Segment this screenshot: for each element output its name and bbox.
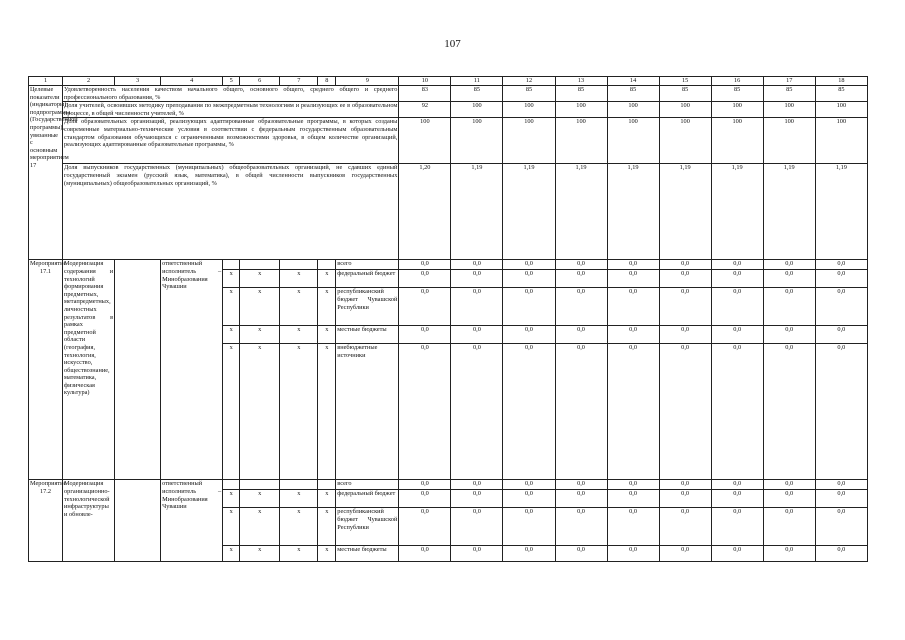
header-col: 18 xyxy=(815,77,867,86)
indicator-value: 100 xyxy=(815,118,867,164)
indicator-value: 100 xyxy=(711,118,763,164)
indicator-value: 100 xyxy=(399,118,451,164)
budget-code: x xyxy=(240,270,280,288)
budget-code xyxy=(280,260,318,270)
indicator-value: 85 xyxy=(555,86,607,102)
budget-code: x xyxy=(223,508,240,546)
indicator-value: 100 xyxy=(503,118,555,164)
funding-value: 0,0 xyxy=(451,326,503,344)
funding-value: 0,0 xyxy=(451,480,503,490)
indicator-value: 1,19 xyxy=(607,164,659,260)
funding-value: 0,0 xyxy=(451,270,503,288)
header-col: 10 xyxy=(399,77,451,86)
budget-code: x xyxy=(318,288,336,326)
budget-code: x xyxy=(223,344,240,480)
budget-code xyxy=(280,480,318,490)
funding-value: 0,0 xyxy=(659,344,711,480)
budget-code xyxy=(318,260,336,270)
funding-value: 0,0 xyxy=(711,260,763,270)
indicator-value: 100 xyxy=(607,102,659,118)
budget-code: x xyxy=(318,546,336,562)
funding-value: 0,0 xyxy=(763,260,815,270)
indicator-text: Удовлетворенность населения качеством начального общего, основного общего, среднего общего и среднего профессионального образования, % xyxy=(64,86,398,101)
indicator-value: 92 xyxy=(399,102,451,118)
funding-value: 0,0 xyxy=(503,508,555,546)
budget-code: x xyxy=(223,546,240,562)
activity-blank xyxy=(115,480,161,562)
indicator-value: 100 xyxy=(659,102,711,118)
budget-code: x xyxy=(280,326,318,344)
activity-blank xyxy=(115,260,161,480)
funding-value: 0,0 xyxy=(607,508,659,546)
funding-value: 0,0 xyxy=(659,270,711,288)
funding-value: 0,0 xyxy=(607,546,659,562)
funding-value: 0,0 xyxy=(399,326,451,344)
budget-code: x xyxy=(318,326,336,344)
indicator-value: 1,19 xyxy=(451,164,503,260)
funding-value: 0,0 xyxy=(399,288,451,326)
funding-value: 0,0 xyxy=(711,270,763,288)
header-col: 12 xyxy=(503,77,555,86)
funding-value: 0,0 xyxy=(815,288,867,326)
indicator-value: 100 xyxy=(607,118,659,164)
budget-code: x xyxy=(223,288,240,326)
funding-value: 0,0 xyxy=(763,508,815,546)
funding-value: 0,0 xyxy=(399,260,451,270)
funding-value: 0,0 xyxy=(555,490,607,508)
budget-code xyxy=(223,260,240,270)
indicator-value: 83 xyxy=(399,86,451,102)
funding-value: 0,0 xyxy=(503,344,555,480)
funding-value: 0,0 xyxy=(503,288,555,326)
indicator-value: 1,19 xyxy=(763,164,815,260)
funding-source: федеральный бюджет xyxy=(336,490,399,508)
budget-code: x xyxy=(280,270,318,288)
header-col: 5 xyxy=(223,77,240,86)
activity-label: Мероприятие 17.1 xyxy=(29,260,63,480)
indicator-value: 1,19 xyxy=(659,164,711,260)
funding-source: всего xyxy=(336,480,399,490)
indicator-value: 1,19 xyxy=(555,164,607,260)
header-col: 9 xyxy=(336,77,399,86)
funding-source: местные бюджеты xyxy=(336,326,399,344)
indicator-value: 100 xyxy=(451,118,503,164)
header-col: 14 xyxy=(607,77,659,86)
indicator-value: 1,19 xyxy=(815,164,867,260)
funding-value: 0,0 xyxy=(451,260,503,270)
activity-name: Модернизация организационно-технологической инфраструктуры и обновле- xyxy=(63,480,115,562)
indicator-text: Доля образовательных организаций, реализующих адаптированные образовательные программы, в которых созданы современные материально-технические условия в соответствии с федеральным государственным образовательным стандартом образования обучающихся с ограниченными возможностями здоровья, в общем количестве организаций, реализующих адаптированные образовательные программы, % xyxy=(63,118,399,164)
funding-value: 0,0 xyxy=(763,490,815,508)
funding-value: 0,0 xyxy=(711,326,763,344)
funding-value: 0,0 xyxy=(763,270,815,288)
budget-code: x xyxy=(223,490,240,508)
funding-value: 0,0 xyxy=(451,546,503,562)
funding-value: 0,0 xyxy=(711,546,763,562)
budget-code: x xyxy=(240,326,280,344)
budget-code: x xyxy=(240,288,280,326)
funding-value: 0,0 xyxy=(503,260,555,270)
indicator-value: 85 xyxy=(815,86,867,102)
indicator-value: 100 xyxy=(763,118,815,164)
header-col: 13 xyxy=(555,77,607,86)
funding-value: 0,0 xyxy=(711,344,763,480)
indicator-value: 85 xyxy=(659,86,711,102)
budget-code: x xyxy=(318,508,336,546)
indicator-value: 100 xyxy=(763,102,815,118)
budget-code: x xyxy=(280,508,318,546)
funding-value: 0,0 xyxy=(763,344,815,480)
funding-value: 0,0 xyxy=(815,270,867,288)
header-col: 8 xyxy=(318,77,336,86)
indicator-value: 1,19 xyxy=(711,164,763,260)
header-col: 6 xyxy=(240,77,280,86)
activity-row xyxy=(29,260,868,270)
funding-value: 0,0 xyxy=(555,344,607,480)
funding-value: 0,0 xyxy=(503,490,555,508)
funding-value: 0,0 xyxy=(763,546,815,562)
indicator-row xyxy=(29,118,868,164)
funding-value: 0,0 xyxy=(659,546,711,562)
funding-value: 0,0 xyxy=(815,508,867,546)
header-col: 11 xyxy=(451,77,503,86)
funding-value: 0,0 xyxy=(763,326,815,344)
header-row xyxy=(29,77,868,86)
indicator-value: 100 xyxy=(503,102,555,118)
funding-value: 0,0 xyxy=(399,270,451,288)
funding-value: 0,0 xyxy=(815,326,867,344)
budget-code xyxy=(240,260,280,270)
budget-code: x xyxy=(240,490,280,508)
funding-source: республиканский бюджет Чувашской Республики xyxy=(336,288,399,326)
funding-value: 0,0 xyxy=(607,326,659,344)
budget-code xyxy=(223,480,240,490)
funding-value: 0,0 xyxy=(607,288,659,326)
header-col: 17 xyxy=(763,77,815,86)
funding-source: всего xyxy=(336,260,399,270)
activity-responsible: ответственный исполнитель – Минобразования Чувашии xyxy=(161,260,223,480)
funding-value: 0,0 xyxy=(763,288,815,326)
funding-value: 0,0 xyxy=(659,480,711,490)
indicator-value: 100 xyxy=(815,102,867,118)
header-col: 3 xyxy=(115,77,161,86)
budget-code: x xyxy=(280,288,318,326)
funding-value: 0,0 xyxy=(659,490,711,508)
indicator-text: Доля учителей, освоивших методику преподавания по межпредметным технологиям и реализующих ее в образовательном процессе, в общей численности учителей, % xyxy=(64,102,398,117)
funding-value: 0,0 xyxy=(399,508,451,546)
funding-value: 0,0 xyxy=(503,546,555,562)
activity-responsible: ответственный исполнитель – Минобразования Чувашии xyxy=(161,480,223,562)
funding-value: 0,0 xyxy=(555,270,607,288)
activity-name: Модернизация содержания и технологий формирования предметных, метапредметных, личностных результатов в рамках предметной области (география, технология, искусство, обществознание, математика, физическая культура) xyxy=(63,260,115,480)
funding-value: 0,0 xyxy=(399,344,451,480)
activity-row xyxy=(29,480,868,490)
funding-value: 0,0 xyxy=(503,480,555,490)
budget-code: x xyxy=(240,508,280,546)
funding-value: 0,0 xyxy=(711,480,763,490)
budget-code xyxy=(240,480,280,490)
funding-value: 0,0 xyxy=(451,490,503,508)
header-col: 16 xyxy=(711,77,763,86)
funding-value: 0,0 xyxy=(555,326,607,344)
budget-code: x xyxy=(240,344,280,480)
funding-value: 0,0 xyxy=(607,490,659,508)
budget-code: x xyxy=(318,270,336,288)
header-col: 7 xyxy=(280,77,318,86)
funding-value: 0,0 xyxy=(399,490,451,508)
indicator-value: 85 xyxy=(607,86,659,102)
funding-value: 0,0 xyxy=(555,288,607,326)
funding-value: 0,0 xyxy=(451,508,503,546)
budget-code xyxy=(318,480,336,490)
budget-code: x xyxy=(280,344,318,480)
funding-value: 0,0 xyxy=(659,326,711,344)
funding-value: 0,0 xyxy=(451,344,503,480)
indicator-value: 85 xyxy=(451,86,503,102)
funding-value: 0,0 xyxy=(815,260,867,270)
budget-code: x xyxy=(223,326,240,344)
funding-value: 0,0 xyxy=(711,490,763,508)
indicator-value: 100 xyxy=(659,118,711,164)
funding-source: республиканский бюджет Чувашской Республики xyxy=(336,508,399,546)
funding-value: 0,0 xyxy=(711,508,763,546)
budget-code: x xyxy=(318,344,336,480)
funding-source: внебюджетные источники xyxy=(336,344,399,480)
page-number: 107 xyxy=(444,38,461,50)
budget-code: x xyxy=(318,490,336,508)
indicator-value: 1,20 xyxy=(399,164,451,260)
funding-value: 0,0 xyxy=(815,344,867,480)
targets-label: Целевые показатели (индикаторы) подпрограммы (Государственной программы), увязанные с основным мероприятием 17 xyxy=(29,86,63,260)
funding-source: местные бюджеты xyxy=(336,546,399,562)
indicator-value: 1,19 xyxy=(503,164,555,260)
header-col: 2 xyxy=(63,77,115,86)
indicator-text: Доля выпускников государственных (муниципальных) общеобразовательных организаций, не сдавших единый государственный экзамен (русский язык, математика), в общей численности выпускников государственных (муниципальных) общеобразовательных организаций, % xyxy=(63,164,399,260)
funding-value: 0,0 xyxy=(555,508,607,546)
funding-value: 0,0 xyxy=(451,288,503,326)
indicator-value: 100 xyxy=(711,102,763,118)
funding-value: 0,0 xyxy=(711,288,763,326)
funding-value: 0,0 xyxy=(555,546,607,562)
indicator-value: 100 xyxy=(555,102,607,118)
funding-value: 0,0 xyxy=(607,270,659,288)
indicator-value: 100 xyxy=(555,118,607,164)
funding-value: 0,0 xyxy=(607,344,659,480)
budget-code: x xyxy=(240,546,280,562)
funding-value: 0,0 xyxy=(555,260,607,270)
funding-value: 0,0 xyxy=(815,546,867,562)
funding-value: 0,0 xyxy=(815,490,867,508)
header-col: 1 xyxy=(29,77,63,86)
funding-value: 0,0 xyxy=(607,260,659,270)
funding-value: 0,0 xyxy=(659,288,711,326)
header-col: 15 xyxy=(659,77,711,86)
funding-value: 0,0 xyxy=(503,326,555,344)
program-table xyxy=(28,76,868,562)
funding-source: федеральный бюджет xyxy=(336,270,399,288)
funding-value: 0,0 xyxy=(607,480,659,490)
indicator-value: 85 xyxy=(711,86,763,102)
budget-code: x xyxy=(280,546,318,562)
funding-value: 0,0 xyxy=(555,480,607,490)
funding-value: 0,0 xyxy=(815,480,867,490)
indicator-row xyxy=(29,86,868,102)
activity-label: Мероприятие 17.2 xyxy=(29,480,63,562)
indicator-row xyxy=(29,164,868,260)
header-col: 4 xyxy=(161,77,223,86)
funding-value: 0,0 xyxy=(399,546,451,562)
indicator-value: 85 xyxy=(503,86,555,102)
budget-code: x xyxy=(223,270,240,288)
funding-value: 0,0 xyxy=(763,480,815,490)
indicator-row xyxy=(29,102,868,118)
indicator-value: 100 xyxy=(451,102,503,118)
funding-value: 0,0 xyxy=(659,508,711,546)
funding-value: 0,0 xyxy=(503,270,555,288)
funding-value: 0,0 xyxy=(659,260,711,270)
funding-value: 0,0 xyxy=(399,480,451,490)
indicator-value: 85 xyxy=(763,86,815,102)
budget-code: x xyxy=(280,490,318,508)
